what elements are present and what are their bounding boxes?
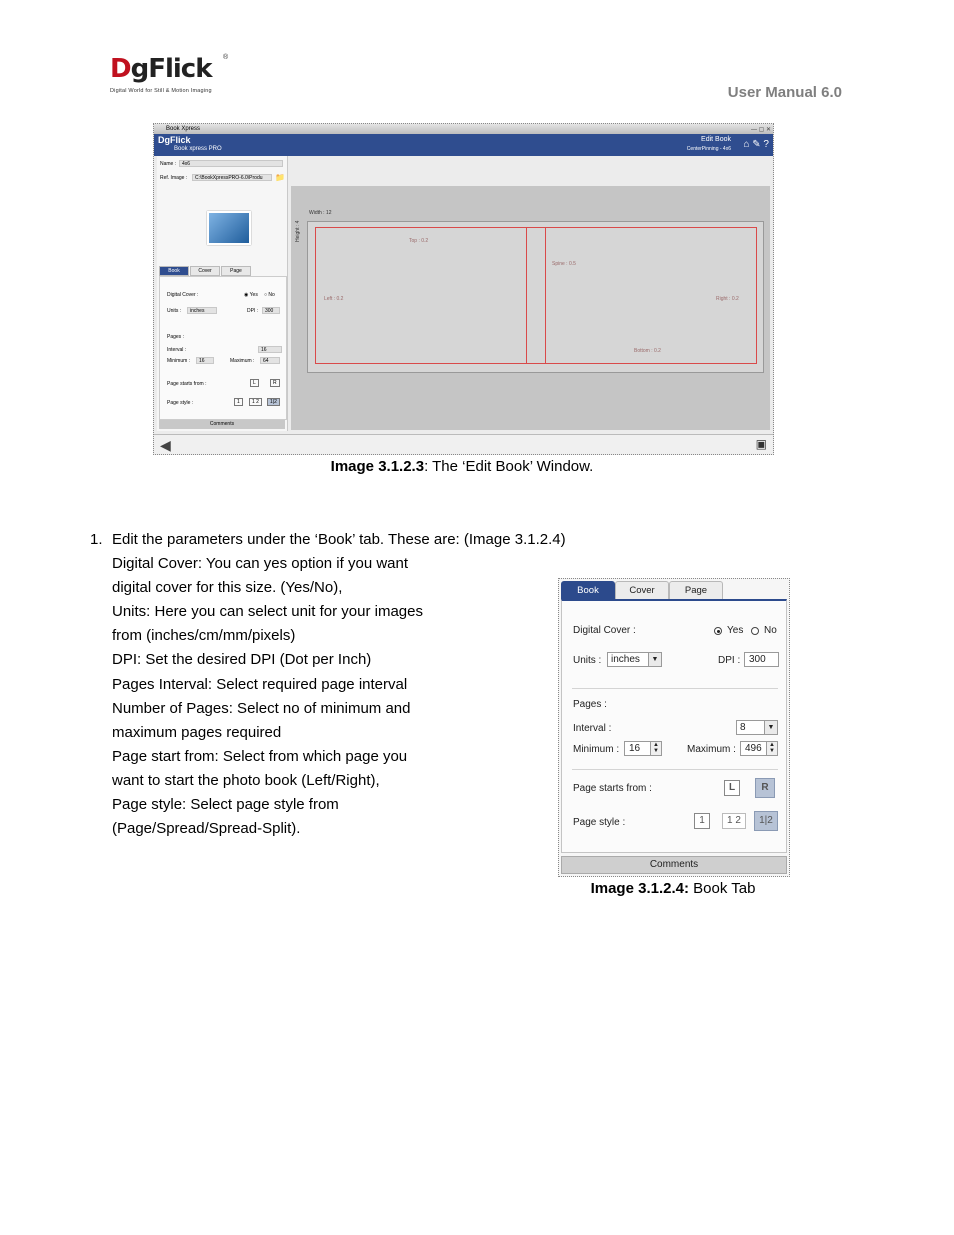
- minimum-label: Minimum :: [167, 358, 191, 364]
- book-tab-screenshot: [558, 578, 790, 877]
- style-spread-icon[interactable]: 1 2: [722, 813, 746, 829]
- maximum-stepper[interactable]: [740, 741, 778, 756]
- app-header: [154, 134, 773, 156]
- manual-title: User Manual 6.0: [727, 84, 842, 101]
- caption1-text: : The ‘Edit Book’ Window.: [424, 458, 594, 475]
- name-input[interactable]: 4x6: [179, 160, 283, 167]
- minimum-value: 16: [629, 743, 641, 754]
- style-spread-split-icon[interactable]: 1|2: [267, 398, 280, 406]
- maximum-input[interactable]: 64: [260, 357, 280, 364]
- logo-registered: ®: [223, 54, 229, 61]
- start-left-icon[interactable]: L: [250, 379, 259, 387]
- book-tab-panel: [159, 276, 287, 420]
- minimum-stepper[interactable]: [624, 741, 662, 756]
- section-title: Edit Book: [701, 136, 731, 143]
- list-line: Page start from: Select from which page you: [112, 747, 408, 765]
- list-line: Units: Here you can select unit for your images: [112, 603, 423, 621]
- pages-label: Pages :: [167, 334, 184, 340]
- minimum-label: Minimum :: [573, 744, 620, 755]
- tab-cover[interactable]: Cover: [615, 581, 669, 599]
- folder-icon[interactable]: 📁: [275, 173, 285, 182]
- dpi-label: DPI :: [247, 308, 259, 314]
- start-left-icon[interactable]: L: [724, 780, 740, 796]
- style-spread-icon[interactable]: 1 2: [249, 398, 262, 406]
- pages-label: Pages :: [573, 699, 607, 710]
- units-select[interactable]: [607, 652, 662, 667]
- caption-image-3-1-2-3: [0, 458, 924, 475]
- book-tab-panel: [561, 599, 787, 853]
- window-titlebar: [154, 124, 773, 134]
- tab-page[interactable]: Page: [669, 581, 723, 599]
- style-page-icon[interactable]: 1: [694, 813, 710, 829]
- units-label: Units :: [573, 655, 602, 666]
- page-style-label: Page style :: [573, 817, 626, 828]
- digital-cover-yes-radio[interactable]: [714, 627, 722, 635]
- spinner-icon[interactable]: ▲ ▼: [650, 742, 661, 755]
- yes-label: Yes: [727, 625, 744, 636]
- units-label: Units :: [167, 308, 182, 314]
- comments-button[interactable]: Comments: [159, 420, 285, 429]
- style-spread-split-icon[interactable]: 1|2: [754, 811, 778, 831]
- divider: [572, 688, 778, 689]
- maximum-value: 496: [745, 743, 762, 754]
- caption2-bold: Image 3.1.2.4:: [590, 880, 689, 897]
- logo-d: D: [110, 54, 131, 84]
- name-label: Name :: [160, 161, 177, 167]
- tab-book[interactable]: Book: [561, 581, 615, 599]
- units-value: inches: [611, 654, 640, 665]
- section-subtitle: CenterPinning - 4x6: [686, 146, 731, 152]
- caption-image-3-1-2-4: [558, 880, 788, 897]
- caption1-bold: Image 3.1.2.3: [330, 458, 425, 475]
- right-margin-label: Right : 0.2: [716, 296, 739, 302]
- tab-page[interactable]: Page: [221, 266, 251, 276]
- logo-tagline: Digital World for Still & Motion Imaging: [110, 88, 212, 94]
- page-style-label: Page style :: [167, 400, 194, 406]
- list-item: [112, 528, 566, 841]
- start-right-icon[interactable]: R: [755, 778, 775, 798]
- interval-value: 8: [740, 722, 746, 733]
- instruction-list: [90, 528, 566, 841]
- yes-label: Yes: [249, 292, 258, 298]
- home-settings-help-icon[interactable]: ⌂ ✎ ?: [743, 139, 769, 150]
- digital-cover-label: Digital Cover :: [573, 625, 636, 636]
- digital-cover-no-radio[interactable]: ○ No: [264, 292, 275, 298]
- dgflick-logo: [110, 54, 235, 100]
- spine-outline: [526, 227, 546, 364]
- no-label: No: [268, 292, 275, 298]
- window-controls-icon[interactable]: — ▢ ✕: [750, 127, 771, 133]
- dpi-label: DPI :: [718, 655, 741, 666]
- interval-select[interactable]: [736, 720, 778, 735]
- list-line: digital cover for this size. (Yes/No),: [112, 579, 343, 597]
- tab-book[interactable]: Book: [159, 266, 189, 276]
- minimum-input[interactable]: 16: [196, 357, 214, 364]
- logo-wordmark: [110, 54, 235, 84]
- spine-label: Spine : 0.5: [552, 261, 576, 267]
- page-starts-label: Page starts from :: [167, 381, 207, 387]
- settings-sidebar: [157, 156, 288, 431]
- caption2-text: Book Tab: [688, 880, 756, 897]
- bottom-margin-label: Bottom : 0.2: [634, 348, 661, 354]
- left-margin-label: Left : 0.2: [324, 296, 344, 302]
- list-line: want to start the photo book (Left/Right),: [112, 771, 380, 789]
- height-dimension-label: Height : 4: [295, 220, 301, 242]
- digital-cover-label: Digital Cover :: [167, 292, 199, 298]
- page-starts-label: Page starts from :: [573, 783, 652, 794]
- interval-select[interactable]: 16: [258, 346, 282, 353]
- list-line: DPI: Set the desired DPI (Dot per Inch): [112, 651, 372, 669]
- tab-cover[interactable]: Cover: [190, 266, 220, 276]
- chevron-down-icon[interactable]: ▼: [764, 721, 777, 734]
- width-dimension-label: Width : 12: [309, 210, 332, 216]
- digital-cover-no-radio[interactable]: [751, 627, 759, 635]
- dpi-input[interactable]: 300: [744, 652, 779, 667]
- tab-bar: [159, 266, 252, 274]
- list-number: 1.: [90, 531, 103, 548]
- list-line: from (inches/cm/mm/pixels): [112, 627, 296, 645]
- list-line: Edit the parameters under the ‘Book’ tab. These are: (Image 3.1.2.4): [112, 531, 566, 548]
- interval-label: Interval :: [573, 723, 612, 734]
- save-icon[interactable]: ▣: [755, 437, 767, 451]
- start-right-icon[interactable]: R: [270, 379, 280, 387]
- ref-image-input[interactable]: C:\BookXpressPRO-6.0\Produ: [192, 174, 272, 181]
- reference-photo-thumbnail: [207, 211, 251, 245]
- window-title: Book Xpress: [166, 126, 201, 132]
- maximum-label: Maximum :: [687, 744, 736, 755]
- edit-book-window-screenshot: [153, 123, 774, 455]
- back-arrow-icon[interactable]: ◀: [160, 437, 171, 453]
- divider: [572, 769, 778, 770]
- units-select[interactable]: inches: [187, 307, 217, 314]
- spinner-icon[interactable]: ▲ ▼: [766, 742, 777, 755]
- app-brand: DgFlick: [158, 135, 191, 145]
- list-line: Digital Cover: You can yes option if you want: [112, 555, 409, 573]
- list-line: (Page/Spread/Spread-Split).: [112, 820, 301, 838]
- ref-image-label: Ref. Image :: [160, 175, 188, 181]
- comments-button[interactable]: Comments: [561, 856, 787, 874]
- book-spread-preview: [307, 221, 764, 373]
- no-label: No: [764, 625, 777, 636]
- logo-rest: gFlick: [130, 54, 212, 84]
- dpi-input[interactable]: 300: [262, 307, 280, 314]
- chevron-down-icon[interactable]: ▼: [648, 653, 661, 666]
- list-line: Page style: Select page style from: [112, 796, 339, 814]
- bottom-toolbar: [154, 434, 773, 455]
- style-page-icon[interactable]: 1: [234, 398, 243, 406]
- top-margin-label: Top : 0.2: [409, 238, 429, 244]
- maximum-label: Maximum :: [230, 358, 255, 364]
- app-product-name: Book xpress PRO: [174, 146, 222, 152]
- list-line: Number of Pages: Select no of minimum and: [112, 699, 411, 717]
- list-line: maximum pages required: [112, 723, 282, 741]
- interval-label: Interval :: [167, 347, 187, 353]
- list-line: Pages Interval: Select required page interval: [112, 675, 408, 693]
- digital-cover-yes-radio[interactable]: ◉ Yes: [244, 292, 258, 298]
